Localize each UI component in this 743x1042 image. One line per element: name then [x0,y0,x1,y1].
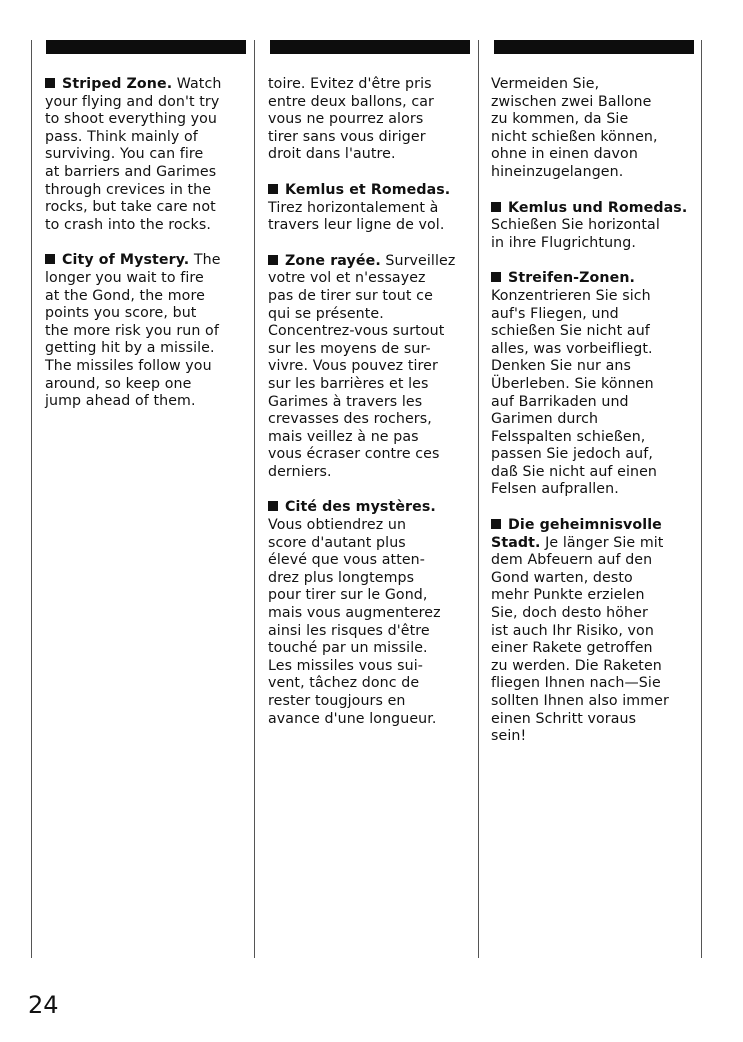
section-kemlus-et-romedas [268,182,472,235]
column-rule-second [254,40,255,958]
square-bullet-icon [45,78,55,88]
square-bullet-icon [491,519,501,529]
section-text: Vous obtiendrez un score d'autant plus élevé que vous atten- drez plus longtemps pour tirer sur le Gond, mais vous augmenterez ainsi les risques d'être touché par un missile. Les missiles vous sui- vent, tâchez donc de rester tougjours en avance d'une longueur. [268,517,441,727]
section-heading: Kemlus und Romedas. [508,199,688,216]
square-bullet-icon [491,202,501,212]
section-heading: Die geheimnisvolle Stadt. [491,517,662,551]
section-text: Schießen Sie horizontal in ihre Flugrichtung. [491,217,660,251]
column-header-bar-french [270,40,470,54]
section-heading: Cité des mystères. [285,499,436,516]
page-number: 24 [28,991,59,1019]
column-rule-third [478,40,479,958]
section-heading: Striped Zone. [62,76,173,92]
square-bullet-icon [45,254,55,264]
section-text: Konzentrieren Sie sich auf's Fliegen, und schießen Sie nicht auf alles, was vorbeifliegt. Denken Sie nur ans Überleben. Sie können auf Barrikaden und Garimen durch Felsspalten schießen, passen Sie jedoch auf, daß Sie nicht auf einen Felsen aufprallen. [491,287,658,498]
section-streifen-zonen [491,270,695,499]
square-bullet-icon [268,184,278,194]
column-german [491,76,695,764]
column-rule-right [701,40,702,958]
section-text: Surveillez votre vol et n'essayez pas de tirer sur tout ce qui se présente. Concentrez-vous surtout sur les moyens de sur- vivre. Vous pouvez tirer sur les barrières et les Garimes à travers les crevasses des rochers, mais veillez à ne pas vous écraser contre ces derniers. [268,252,456,480]
section-die-geheimnisvolle-stadt [491,517,695,746]
square-bullet-icon [268,501,278,511]
section-city-of-mystery [45,252,249,410]
section-cite-des-mysteres [268,499,472,728]
section-heading: Zone rayée. [285,252,381,269]
section-heading: Streifen-Zonen. [508,270,636,287]
section-kemlus-und-romedas [491,200,695,253]
column-header-bar-german [494,40,694,54]
section-striped-zone [45,76,249,234]
column-french [268,76,472,746]
square-bullet-icon [491,272,501,282]
square-bullet-icon [268,255,278,265]
section-text: The longer you wait to fire at the Gond, the more points you score, but the more risk you run of getting hit by a missile. The missiles follow you around, so keep one jump ahead of them. [45,252,221,410]
column-english [45,76,249,429]
continued-text: Vermeiden Sie, zwischen zwei Ballone zu kommen, da Sie nicht schießen können, ohne in einen davon hineinzugelangen. [491,76,658,180]
column-header-bar-english [46,40,246,54]
column-rule-left [31,40,32,958]
section-heading: Kemlus et Romedas. [285,181,451,198]
section-text: Tirez horizontalement à travers leur ligne de vol. [268,199,445,234]
section-heading: City of Mystery. [62,252,190,269]
continued-text: toire. Evitez d'être pris entre deux ballons, car vous ne pourrez alors tirer sans vous diriger droit dans l'autre. [268,76,434,163]
section-text: Je länger Sie mit dem Abfeuern auf den Gond warten, desto mehr Punkte erzielen Sie, doch desto höher ist auch Ihr Risiko, von einer Rakete getroffen zu werden. Die Raketen fliegen Ihnen nach—Sie sollten Ihnen also immer einen Schritt voraus sein! [491,534,669,745]
section-zone-rayee [268,253,472,482]
section-text: Watch your flying and don't try to shoot everything you pass. Think mainly of surviving. You can fire at barriers and Garimes through crevices in the rocks, but take care not to crash into the rocks. [45,76,222,233]
